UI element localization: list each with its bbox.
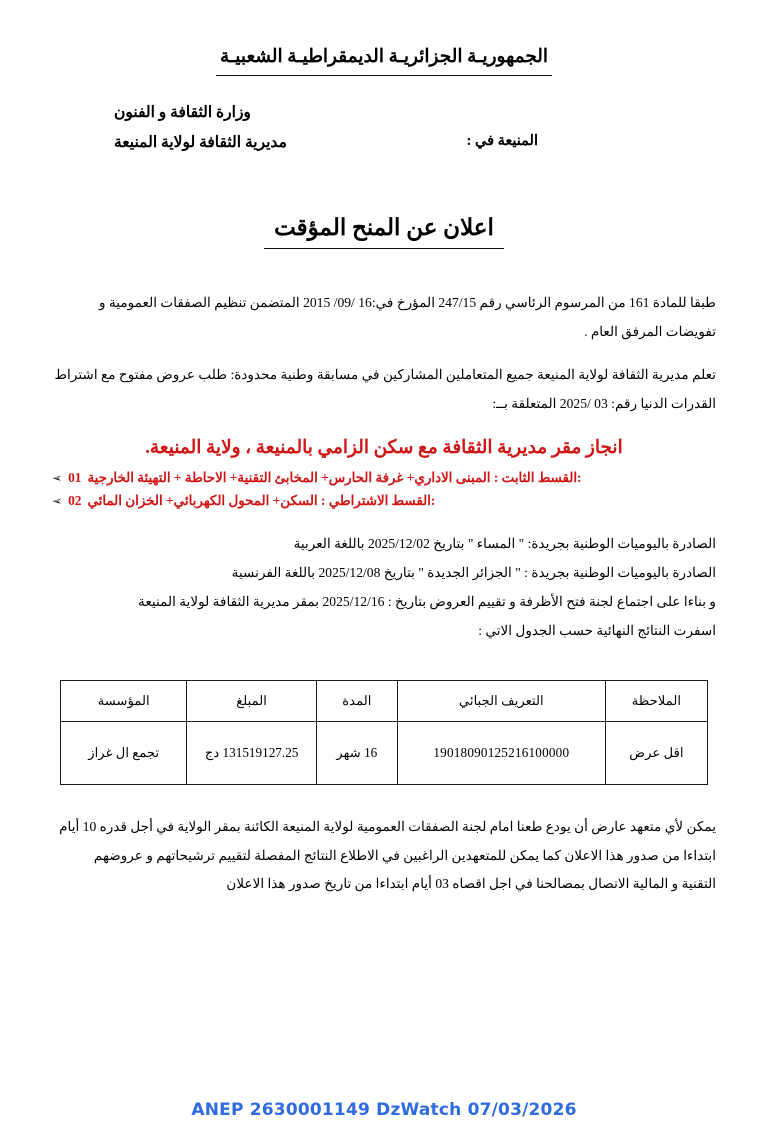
table-header-row	[61, 680, 708, 721]
closing-line-3: التقنية و المالية الاتصال بمصالحنا في اجل اقصاه 03 أيام ابتداءا من تاريخ صدور هذا الاعلان	[226, 876, 716, 892]
anep-footer	[0, 1100, 768, 1120]
lot-list	[52, 466, 716, 512]
cell-duration: 16 شهر	[316, 721, 397, 784]
arrow-bullet-icon: ➢	[52, 494, 63, 509]
cell-tax-id: 19018090125216100000	[397, 721, 605, 784]
header-duration: المدة	[316, 680, 397, 721]
closing-line-2: ابتداءا من صدور هذا الاعلان كما يمكن للمتعهدين الراغبين في الاطلاع النتائج المفصلة لتقييم ترشيحاتهم و عروضهم	[93, 847, 716, 863]
lot-description: :القسط الاشتراطي : السكن+ المحول الكهربائي+ الخزان المائي	[87, 493, 436, 509]
arrow-bullet-icon: ➢	[52, 471, 63, 486]
publication-french: الصادرة باليوميات الوطنية بجريدة : " الجزائر الجديدة " بتاريخ 2025/12/08 باللغة الفرنسية	[231, 565, 716, 581]
page-title: اعلان عن المنح المؤقت	[264, 212, 504, 249]
cell-note: اقل عرض	[605, 721, 707, 784]
body-block	[52, 289, 716, 418]
lot-item	[52, 489, 716, 512]
lot-description: :القسط الثابت : المبنى الاداري+ غرفة الحارس+ المخابئ التقنية+ الاحاطة + التهيئة الخارجية	[87, 470, 582, 486]
header-company: المؤسسة	[61, 680, 187, 721]
project-headline: انجاز مقر مديرية الثقافة مع سكن الزامي بالمنيعة ، ولاية المنيعة.	[145, 437, 623, 458]
directorate-name: مديرية الثقافة لولاية المنيعة	[114, 133, 287, 151]
table-row	[61, 721, 708, 784]
header-amount: المبلغ	[187, 680, 316, 721]
header-note: الملاحظة	[605, 680, 707, 721]
lot-number: 01	[68, 470, 82, 486]
place-date-label: المنيعة في :	[466, 133, 538, 150]
republic-header	[52, 0, 716, 76]
ministry-block	[52, 98, 716, 158]
cell-company: تجمع ال غراز	[61, 721, 187, 784]
results-table	[60, 680, 708, 785]
table-body	[61, 721, 708, 784]
committee-meeting-line: و بناءا على اجتماع لجنة فتح الأظرفة و تقييم العروض بتاريخ : 2025/12/16 بمقر مديرية الثقافة لولاية المنيعة	[138, 594, 716, 610]
ministry-name: وزارة الثقافة و الفنون	[114, 103, 251, 121]
anep-reference: ANEP 2630001149 DzWatch 07/03/2026	[191, 1100, 577, 1120]
legal-basis-line-1: طبقا للمادة 161 من المرسوم الرئاسي رقم 247/15 المؤرخ في:16 /09/ 2015 المتضمن تنظيم الصفقات العمومية و	[99, 295, 716, 311]
publications-block	[52, 530, 716, 645]
table-head	[61, 680, 708, 721]
announcement-line-2: القدرات الدنيا رقم: 03 /2025 المتعلقة بــ:	[492, 395, 716, 411]
results-table-wrap	[52, 680, 716, 785]
announcement-line-1: تعلم مديرية الثقافة لولاية المنيعة جميع المتعاملين المشاركين في مسابقة وطنية محدودة: طلب عروض مفتوح مع اشتراط	[54, 367, 716, 382]
cell-amount: 131519127.25 دج	[187, 721, 316, 784]
lot-number: 02	[68, 493, 82, 509]
legal-basis-line-2: تفويضات المرفق العام .	[584, 324, 716, 340]
publication-arabic: الصادرة باليوميات الوطنية بجريدة: " المساء " بتاريخ 2025/12/02 باللغة العربية	[293, 536, 716, 552]
lot-item	[52, 466, 716, 489]
results-intro-line: اسفرت النتائج النهائية حسب الجدول الاتي :	[478, 622, 716, 638]
closing-line-1: يمكن لأي متعهد عارض أن يودع طعنا امام لجنة الصفقات العمومية لولاية المنيعة الكائنة بمقر الولاية في أجل قدره 10 أيام	[59, 818, 716, 834]
header-tax-id: التعريف الجبائي	[397, 680, 605, 721]
title-wrap	[52, 212, 716, 249]
closing-block	[52, 813, 716, 899]
republic-title: الجمهوريـة الجزائريـة الديمقراطيـة الشعبيـة	[216, 44, 552, 76]
